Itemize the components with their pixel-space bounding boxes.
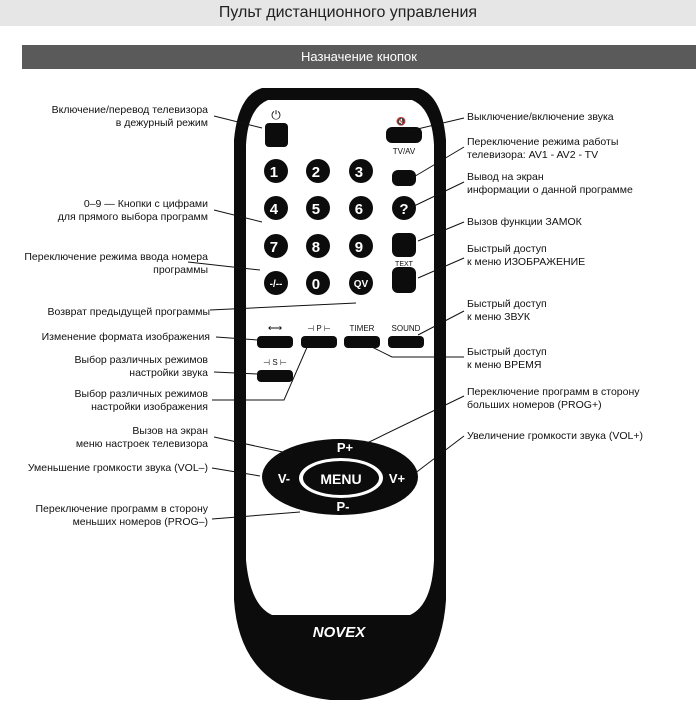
- p-mode-label: ⊣ P ⊢: [307, 324, 331, 333]
- brand-logo: NOVEX: [312, 624, 366, 641]
- key-3-label: 3: [354, 164, 364, 181]
- key-qv-label: QV: [353, 279, 369, 290]
- label-sound-mode: Выбор различных режимов настройки звука: [74, 354, 208, 379]
- v-plus-label: V+: [388, 471, 406, 486]
- s-mode-label: ⊣ S ⊢: [263, 358, 287, 367]
- key-text-label: TEXT: [395, 261, 413, 268]
- label-qv: Возврат предыдущей программы: [47, 306, 210, 318]
- key-info-label: ?: [399, 201, 409, 218]
- label-tvav: Переключение режима работы телевизора: AV1 - AV2 - TV: [467, 136, 619, 161]
- label-lock: Вызов функции ЗАМОК: [467, 216, 582, 228]
- key-4-label: 4: [269, 201, 279, 218]
- timer-button: [344, 336, 380, 348]
- sound-button: [388, 336, 424, 348]
- format-label: ⟷: [267, 323, 283, 334]
- label-sound: Быстрый доступ к меню ЗВУК: [467, 298, 547, 323]
- tvav-label: TV/AV: [392, 147, 416, 156]
- label-power: Включение/перевод телевизора в дежурный режим: [51, 104, 208, 129]
- key-8-label: 8: [311, 239, 321, 256]
- key-picture: [392, 267, 416, 293]
- format-button: [257, 336, 293, 348]
- label-prog-minus: Переключение программ в сторону меньших номеров (PROG–): [35, 503, 208, 528]
- key-2-label: 2: [311, 164, 321, 181]
- key-dash-label: -/--: [269, 279, 283, 290]
- label-menu: Вызов на экран меню настроек телевизора: [75, 425, 208, 450]
- sound-label: SOUND: [391, 324, 421, 333]
- key-7-label: 7: [269, 239, 279, 256]
- power-icon: ⏻: [271, 108, 281, 122]
- key-text: [392, 233, 416, 257]
- p-minus-label: P-: [336, 499, 350, 514]
- label-info: Вывод на экран информации о данной программе: [467, 171, 633, 196]
- mute-icon: 🔇: [396, 117, 406, 126]
- label-mute: Выключение/включение звука: [467, 111, 614, 123]
- key-6-label: 6: [354, 201, 364, 218]
- label-digits: 0–9 — Кнопки с цифрами для прямого выбора программ: [57, 198, 208, 223]
- menu-label: MENU: [320, 471, 362, 487]
- label-picture-mode: Выбор различных режимов настройки изображения: [74, 388, 208, 413]
- p-plus-label: P+: [336, 440, 354, 455]
- page-header: Пульт дистанционного управления: [0, 0, 696, 26]
- label-format: Изменение формата изображения: [41, 331, 210, 343]
- section-title: Назначение кнопок: [22, 45, 696, 69]
- v-minus-label: V-: [277, 471, 291, 486]
- power-button: [265, 123, 288, 147]
- label-prog-plus: Переключение программ в сторону больших номеров (PROG+): [467, 386, 640, 411]
- p-mode-button: [301, 336, 337, 348]
- key-9-label: 9: [354, 239, 364, 256]
- label-time: Быстрый доступ к меню ВРЕМЯ: [467, 346, 547, 371]
- label-dash: Переключение режима ввода номера программы: [24, 251, 208, 276]
- label-picture: Быстрый доступ к меню ИЗОБРАЖЕНИЕ: [467, 243, 586, 268]
- label-vol-minus: Уменьшение громкости звука (VOL–): [27, 462, 208, 474]
- label-vol-plus: Увеличение громкости звука (VOL+): [467, 430, 644, 442]
- key-5-label: 5: [311, 201, 321, 218]
- timer-label: TIMER: [349, 324, 375, 333]
- key-0-label: 0: [311, 276, 321, 293]
- s-mode-button: [257, 370, 293, 382]
- key-1-label: 1: [269, 164, 279, 181]
